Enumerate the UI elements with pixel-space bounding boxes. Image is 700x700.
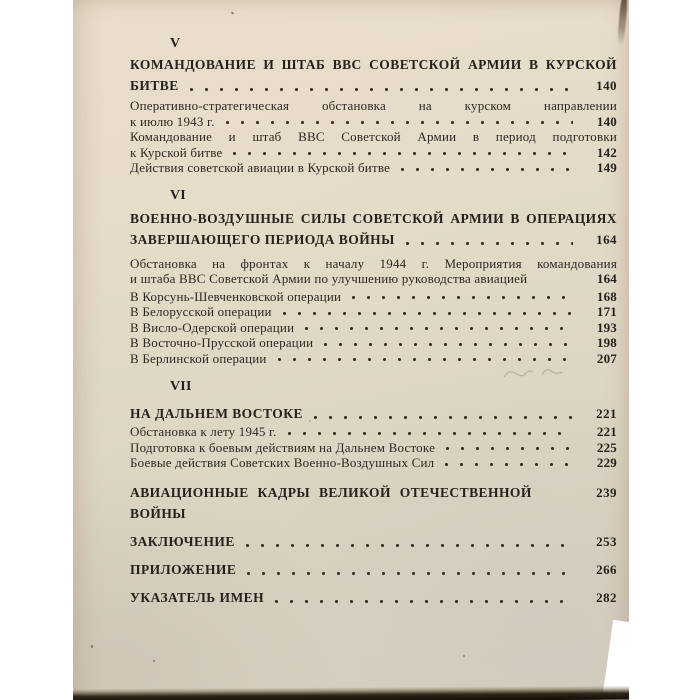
page-number: 164	[596, 231, 617, 247]
toc-entry	[130, 54, 617, 96]
page-number: 229	[596, 455, 617, 470]
toc-entry-line	[130, 160, 617, 176]
toc-entry	[130, 129, 617, 160]
toc-entry	[130, 531, 617, 552]
toc-entry-text: УКАЗАТЕЛЬ ИМЕН	[130, 589, 265, 605]
toc-entry-text: В Корсунь-Шевченковской операции	[130, 288, 342, 304]
dot-leader	[405, 241, 573, 246]
toc-entry-line: Командование и штаб ВВС Советской Армии в период подготовки	[130, 129, 617, 144]
dot-leader	[232, 151, 573, 156]
toc-entry-line	[130, 320, 617, 336]
toc-entry-line	[130, 440, 617, 456]
dot-leader	[537, 278, 573, 283]
page-number: 207	[596, 350, 617, 366]
dot-leader	[245, 543, 573, 548]
toc-entry	[130, 440, 617, 456]
page-edge-mark	[617, 0, 629, 46]
toc-entry-line	[130, 559, 617, 580]
toc-entry-text: В Берлинской операции	[130, 350, 267, 366]
toc-entry-text: Боевые действия Советских Военно-Воздушных Сил	[130, 455, 435, 470]
page-bottom-shadow	[73, 686, 629, 700]
dot-leader	[189, 87, 573, 92]
toc-entry-line	[130, 145, 617, 161]
dot-leader	[282, 311, 573, 316]
page-number: 140	[596, 113, 617, 129]
chapter-numeral: VII	[170, 379, 192, 394]
toc-entry-text: Обстановка к лету 1945 г.	[130, 424, 277, 439]
toc-entry-line: Оперативно-стратегическая обстановка на курском направлении	[130, 98, 617, 113]
toc-entry-text: ЗАВЕРШАЮЩЕГО ПЕРИОДА ВОЙНЫ	[130, 231, 395, 247]
toc-entry-text: В Белорусской операции	[130, 304, 272, 319]
paper-speck	[463, 655, 465, 657]
toc-entry-text: В Восточно-Прусской операции	[130, 335, 314, 350]
page-number: 239	[596, 484, 617, 500]
dot-leader	[400, 167, 573, 172]
toc-entry	[130, 320, 617, 336]
toc-entry-line	[130, 403, 617, 424]
book-page-photo	[73, 0, 629, 700]
toc-entry-line	[130, 455, 617, 471]
toc-entry-line	[130, 114, 617, 130]
toc-entry	[130, 482, 617, 524]
toc-entry-text: ЗАКЛЮЧЕНИЕ	[130, 533, 235, 549]
dot-leader	[351, 295, 573, 300]
page-number: 221	[596, 406, 617, 421]
toc-entry	[130, 455, 617, 471]
toc-entry-line	[130, 75, 617, 96]
toc-entry	[130, 208, 617, 250]
chapter-numeral: VI	[170, 187, 186, 203]
toc-entry-text: БИТВЕ	[130, 78, 179, 93]
page-number: 193	[596, 319, 617, 335]
dot-leader	[445, 446, 573, 451]
toc-entry-text: НА ДАЛЬНЕМ ВОСТОКЕ	[130, 406, 303, 421]
toc-entry-line	[130, 482, 617, 524]
toc-entry-line	[130, 289, 617, 305]
toc-entry-text: Подготовка к боевым действиям на Дальнем Востоке	[130, 439, 436, 455]
toc-entry-text: и штаба ВВС Советской Армии по улучшению руководства авиацией	[130, 271, 528, 286]
dot-leader	[313, 415, 573, 420]
page-number: 198	[596, 335, 617, 350]
toc-entry-text: АВИАЦИОННЫЕ КАДРЫ ВЕЛИКОЙ ОТЕЧЕСТВЕННОЙ ВОЙНЫ	[130, 484, 532, 521]
page-number: 149	[596, 160, 617, 175]
table-of-contents	[130, 0, 617, 608]
toc-entry-line: КОМАНДОВАНИЕ И ШТАБ ВВС СОВЕТСКОЙ АРМИИ В КУРСКОЙ	[130, 57, 617, 72]
toc-entry-text: к июлю 1943 г.	[130, 113, 215, 129]
toc-entry-line	[130, 335, 617, 351]
chapter-numeral: V	[170, 36, 181, 51]
toc-entry	[130, 424, 617, 440]
page-number: 221	[596, 424, 617, 439]
toc-entry	[130, 98, 617, 129]
dot-leader	[246, 571, 573, 576]
toc-entry-line	[130, 229, 617, 250]
toc-entry	[130, 256, 617, 287]
paper-speck	[153, 660, 155, 662]
page-number: 168	[596, 288, 617, 304]
dot-leader	[323, 342, 573, 347]
page-number: 164	[596, 271, 617, 286]
toc-entry	[130, 289, 617, 305]
toc-entry-line: Обстановка на фронтах к началу 1944 г. Мероприятия командования	[130, 255, 617, 271]
page-number: 266	[596, 561, 617, 577]
toc-entry-text: к Курской битве	[130, 144, 223, 160]
page-number: 142	[596, 144, 617, 160]
toc-entry	[130, 304, 617, 320]
toc-entry-text: Действия советской авиации в Курской битве	[130, 160, 391, 175]
toc-entry	[130, 587, 617, 608]
toc-entry-text: ПРИЛОЖЕНИЕ	[130, 561, 237, 577]
toc-entry-line	[130, 351, 617, 367]
toc-entry	[130, 559, 617, 580]
dot-leader	[287, 431, 573, 436]
dot-leader	[225, 120, 573, 125]
toc-entry	[130, 335, 617, 351]
page-number: 171	[596, 304, 617, 319]
dot-leader	[444, 462, 573, 467]
page-number: 140	[596, 78, 617, 93]
paper-speck	[91, 645, 93, 648]
toc-entry	[130, 160, 617, 176]
toc-entry-line	[130, 587, 617, 608]
toc-entry-line: ВОЕННО-ВОЗДУШНЫЕ СИЛЫ СОВЕТСКОЙ АРМИИ В ОПЕРАЦИЯХ	[130, 210, 617, 226]
toc-entry-line	[130, 424, 617, 440]
toc-entry-line	[130, 531, 617, 552]
page-number: 225	[596, 439, 617, 455]
page-number: 282	[596, 589, 617, 605]
toc-entry	[130, 403, 617, 424]
toc-entry-line	[130, 304, 617, 320]
dot-leader	[274, 599, 573, 604]
page-number: 253	[596, 533, 617, 549]
toc-entry	[130, 351, 617, 367]
toc-entry-line	[130, 271, 617, 287]
dot-leader	[304, 326, 573, 331]
dot-leader	[277, 357, 573, 362]
toc-entry-text: В Висло-Одерской операции	[130, 319, 295, 335]
